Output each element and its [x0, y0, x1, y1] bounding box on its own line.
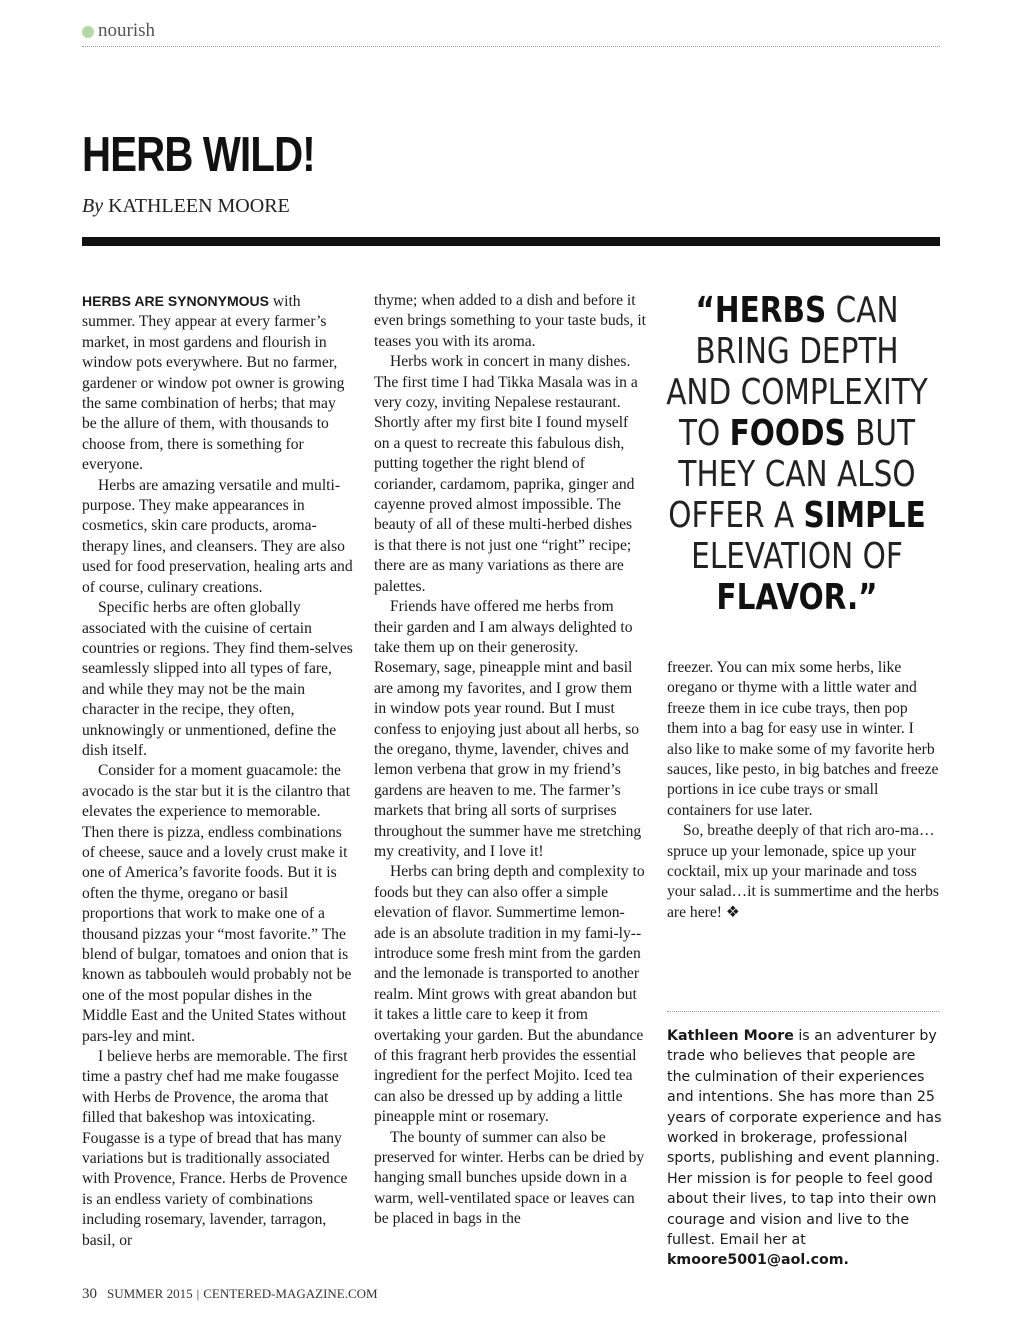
lead-in: HERBS ARE SYNONYMOUS [82, 293, 269, 309]
title-rule [82, 237, 940, 246]
quote-word-flavor: FLAVOR.” [716, 577, 878, 618]
paragraph: freezer. You can mix some herbs, like oregano or thyme with a little water and freeze them in ice cube trays, then pop them into a bag for easy use in winter. I also like to make some of my favorite herb sauces, like pesto, in big batches and freeze portions in ice cube trays or small containers for use later. [667, 659, 939, 819]
quote-text: BUT THEY CAN ALSO OFFER A [668, 413, 916, 536]
quote-open: “ [695, 290, 715, 331]
paragraph: Herbs are amazing versatile and multi-purpose. They make appearances in cosmetics, skin care products, aroma-therapy lines, and cleansers. They are also used for food preservation, healing arts and of course, culinary creations. [82, 476, 353, 596]
quote-text: ELEVATION OF [691, 536, 903, 577]
issue-date: SUMMER 2015 [107, 1286, 193, 1301]
bio-email[interactable]: kmoore5001@aol.com. [667, 1252, 849, 1269]
article-column-3 [667, 658, 939, 923]
quote-word-foods: FOODS [729, 413, 846, 454]
paragraph-text: with summer. They appear at every farmer’s market, in most gardens and flourish in window pots everywhere. But no farmer, gardener or window pot owner is growing the same combination of herbs; that may be the allure of them, with thousands to choose from, there is something for everyone. [82, 293, 345, 474]
paragraph: Herbs can bring depth and complexity to foods but they can also offer a simple elevation of flavor. Summertime lemon-ade is an absolute tradition in my fami-ly--introduce some fresh mint from the garden and the lemonade is transported to another realm. Mint grows with great abandon but it takes a little care to keep it from overtaking your garden. But the abundance of this fragrant herb provides the essential ingredient for the perfect Mojito. Iced tea can also be dressed up by adding a little pineapple mint or rosemary. [374, 863, 645, 1126]
paragraph: Consider for a moment guacamole: the avocado is the star but it is the cilantro that elevates the experience to memorable. Then there is pizza, endless combinations of cheese, sauce and a lovely crust make it one of America’s favorite foods. But it is often the thyme, oregano or basil proportions that work to make one of a thousand pizzas your “most favorite.” The blend of bulgar, tomatoes and onion that is known as tabbouleh would probably not be one of the most popular dishes in the Middle East and the United States without pars-ley and mint. [82, 762, 352, 1045]
bio-name: Kathleen Moore [667, 1028, 794, 1044]
paragraph: I believe herbs are memorable. The first time a pastry chef had me make fougasse with Herbs de Provence, the aroma that filled that bakeshop was intoxicating. Fougasse is a type of bread that has many variations but is traditionally associated with Provence, France. Herbs de Provence is an endless variety of combinations including rosemary, lavender, tarragon, basil, or [82, 1048, 348, 1249]
author-name: KATHLEEN MOORE [108, 195, 290, 217]
footer-separator: | [196, 1286, 200, 1301]
paragraph: Herbs work in concert in many dishes. The first time I had Tikka Masala was in a very cozy, inviting Nepalese restaurant. Shortly after my first bite I found myself on a quest to recreate this fabulous dish, putting together the right blend of coriander, cardamom, paprika, ginger and cayenne proved almost impossible. The beauty of all of these multi-herbed dishes is that there is not just one “right” recipe; there are as many variations as there are palettes. [374, 353, 638, 595]
page-footer [82, 1286, 378, 1303]
paragraph: thyme; when added to a dish and before it even brings something to your taste buds, it teases you with its aroma. [374, 292, 646, 350]
article-title: HERB WILD! [82, 128, 315, 182]
article-column-1 [82, 291, 354, 1251]
section-header [82, 20, 940, 47]
article-column-2 [374, 291, 646, 1230]
quote-text: CAN BRING DEPTH AND COMPLEXITY TO [666, 290, 928, 454]
quote-word-herbs: HERBS [714, 290, 827, 331]
paragraph: Specific herbs are often globally associated with the cuisine of certain countries or regions. They find them-selves seamlessly slipped into all types of fare, and while they may not be the main character in the recipe, they often, unknowingly or unmentioned, define the dish itself. [82, 599, 353, 759]
paragraph: Friends have offered me herbs from their garden and I am always delighted to take them up on their generosity. Rosemary, sage, pineapple mint and basil are among my favorites, and I grow them in window pots year round. But I must confess to enjoying just about all herbs, so the oregano, thyme, lavender, chives and lemon verbena that grow in my friend’s gardens are heaven to me. The farmer’s markets that bring all sorts of surprises throughout the summer have me stretching my creativity, and I love it! [374, 598, 642, 860]
section-dot-icon [82, 26, 94, 38]
paragraph: The bounty of summer can also be preserved for winter. Herbs can be dried by hanging small bunches upside down in a warm, well-ventilated space or leaves can be placed in bags in the [374, 1128, 645, 1228]
pull-quote [667, 290, 927, 618]
section-label: nourish [98, 20, 155, 41]
byline [82, 195, 290, 218]
paragraph [82, 291, 354, 476]
bio-divider [667, 1011, 939, 1012]
author-bio [667, 1026, 942, 1271]
bio-text: is an adventurer by trade who believes that people are the culmination of their experiences and intentions. She has more than 25 years of corporate experience and has worked in brokerage, professional sports, publishing and event planning. Her mission is for people to feel good about their lives, to tap into their own courage and vision and live to the fullest. Email her at [667, 1028, 942, 1249]
page-number: 30 [82, 1286, 97, 1302]
site-url: CENTERED-MAGAZINE.COM [203, 1286, 378, 1301]
quote-word-simple: SIMPLE [803, 495, 926, 536]
byline-prefix: By [82, 195, 104, 217]
paragraph: So, breathe deeply of that rich aro-ma…spruce up your lemonade, spice up your cocktail, mix up your marinade and toss your salad…it is summertime and the herbs are here! ❖ [667, 822, 939, 921]
